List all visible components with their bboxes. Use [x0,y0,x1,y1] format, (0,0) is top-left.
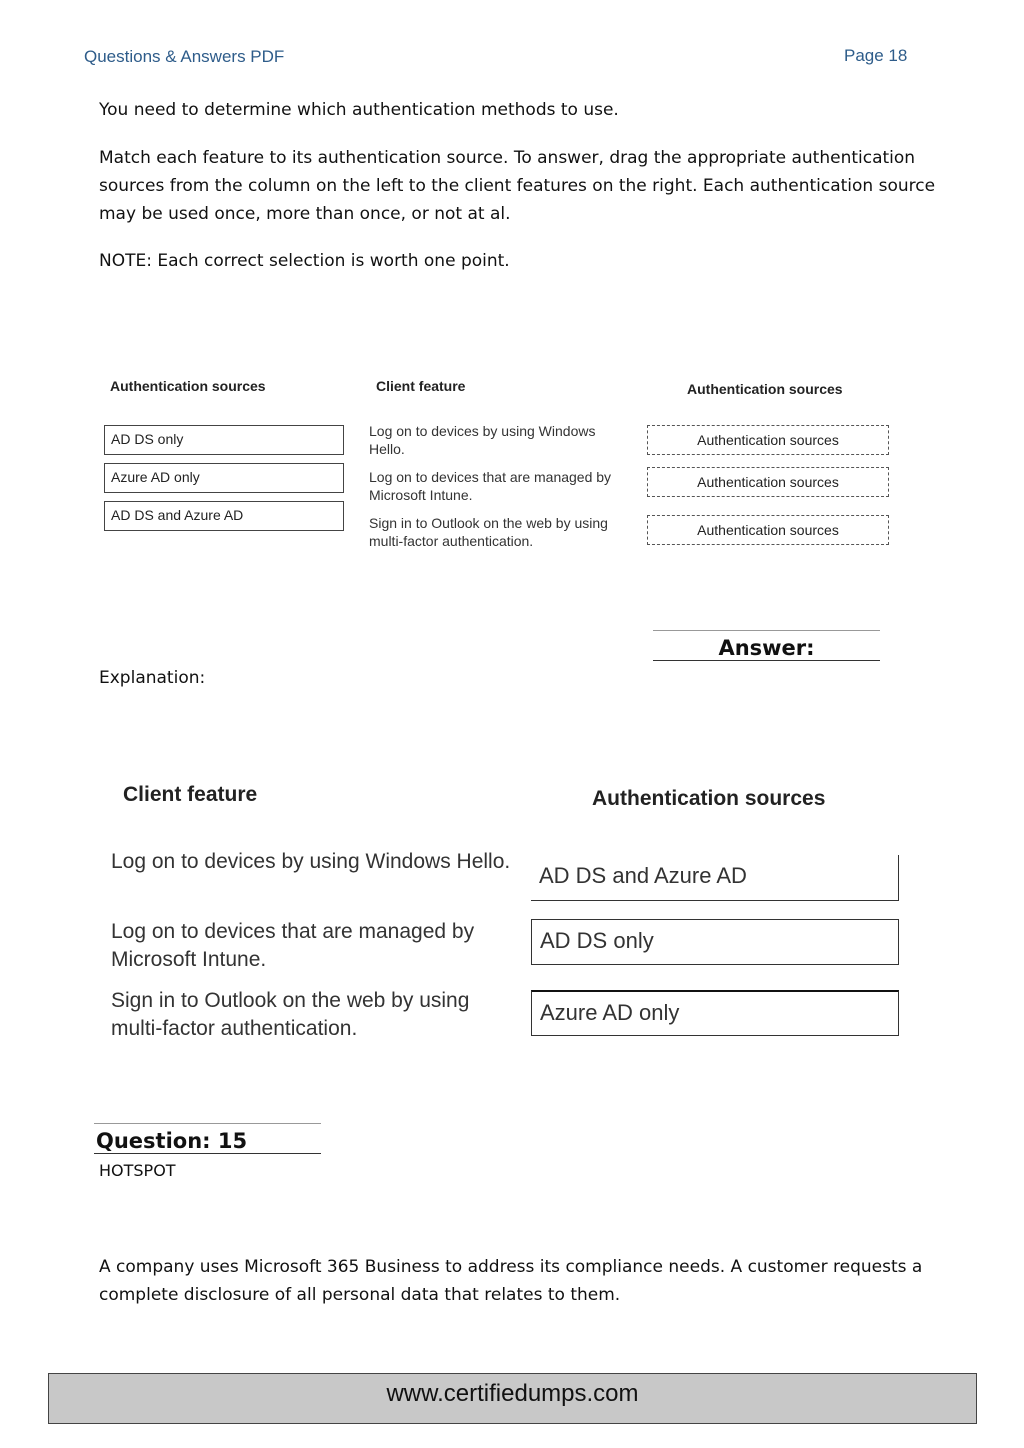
targets-heading: Authentication sources [687,381,843,397]
source-option[interactable]: Azure AD only [104,463,344,493]
answer-rule-bottom [653,660,880,661]
explanation-label: Explanation: [99,668,206,688]
question-text [99,1253,959,1309]
answer-rule-top [653,630,880,631]
answer-client-feature [111,918,474,974]
answer-label: Answer: [718,636,815,660]
answer-client-feature [111,987,469,1043]
page-number: Page 18 [844,46,908,65]
instructions-paragraph [99,144,959,228]
header-title: Questions & Answers PDF [84,47,285,66]
question-rule-bottom [94,1153,321,1154]
instructions-line: may be used once, more than once, or not at al. [99,204,511,224]
client-feature [369,468,634,504]
answer-source-box: AD DS only [531,919,899,965]
client-feature-line: Microsoft Intune. [369,487,473,503]
drop-target[interactable]: Authentication sources [647,467,889,497]
drop-target[interactable]: Authentication sources [647,425,889,455]
client-feature-line: Log on to devices that are managed by [369,469,612,485]
source-option[interactable]: AD DS and Azure AD [104,501,344,531]
intro-paragraph: You need to determine which authentication methods to use. [99,100,619,120]
client-feature-line: Sign in to Outlook on the web by using [369,515,608,531]
question-text-line: A company uses Microsoft 365 Business to address its compliance needs. A customer requests a [99,1257,923,1277]
answer-client-feature-line: Microsoft Intune. [111,948,267,971]
question-text-line: complete disclosure of all personal data that relates to them. [99,1285,621,1305]
question-type: HOTSPOT [99,1161,176,1180]
question-rule-top [94,1123,321,1124]
answer-client-feature-line: Sign in to Outlook on the web by using [111,989,470,1012]
answer-client-feature [111,848,510,876]
answer-client-feature-line: Log on to devices that are managed by [111,920,475,943]
client-feature-line: multi-factor authentication. [369,533,534,549]
footer-banner [48,1373,977,1424]
note-text: NOTE: Each correct selection is worth one point. [99,251,510,271]
instructions-line: Match each feature to its authentication source. To answer, drag the appropriate authentication [99,148,916,168]
features-heading: Client feature [376,378,466,394]
answer-client-feature-line: multi-factor authentication. [111,1017,358,1040]
client-feature-line: Log on to devices by using Windows Hello. [369,423,596,457]
answer-source-box: AD DS and Azure AD [531,855,899,901]
drop-target[interactable]: Authentication sources [647,515,889,545]
sources-heading: Authentication sources [110,378,266,394]
question-title: Question: 15 [96,1129,248,1153]
client-feature [369,422,634,458]
instructions-line: sources from the column on the left to the client features on the right. Each authentication source [99,176,936,196]
answer-features-heading: Client feature [123,783,258,806]
answer-client-feature-line: Log on to devices by using Windows Hello. [111,850,511,873]
source-option[interactable]: AD DS only [104,425,344,455]
answer-source-box: Azure AD only [531,990,899,1036]
footer-url[interactable]: www.certifiedumps.com [386,1380,639,1407]
client-feature [369,514,634,550]
answer-sources-heading: Authentication sources [592,787,826,810]
